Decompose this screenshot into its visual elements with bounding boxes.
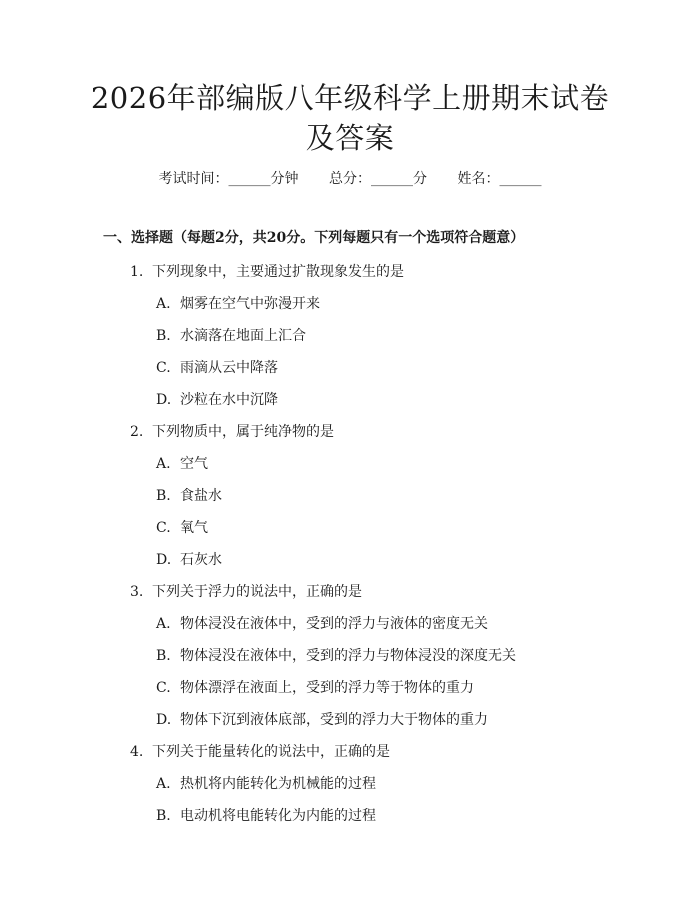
question-text: 下列现象中，主要通过扩散现象发生的是: [152, 264, 404, 280]
question-text: 下列物质中，属于纯净物的是: [152, 424, 334, 440]
option-text: 物体浸没在液体中，受到的浮力与物体浸没的深度无关: [180, 648, 516, 664]
question-list: [0, 262, 700, 838]
question-text: 下列关于浮力的说法中，正确的是: [152, 584, 362, 600]
option-c: [0, 518, 700, 550]
option-b: [0, 486, 700, 518]
option-letter: A.: [156, 296, 171, 312]
question-4: [0, 742, 700, 838]
option-text: 电动机将电能转化为内能的过程: [180, 808, 376, 824]
option-d: [0, 390, 700, 422]
exam-time-field: 考试时间：______分钟: [158, 171, 299, 187]
question-number: 1.: [130, 264, 144, 280]
question-3: [0, 582, 700, 742]
option-letter: C.: [156, 680, 171, 696]
option-text: 空气: [180, 456, 208, 472]
question-number: 2.: [130, 424, 144, 440]
option-letter: B.: [156, 648, 171, 664]
option-c: [0, 678, 700, 710]
option-text: 沙粒在水中沉降: [180, 392, 278, 408]
option-b: [0, 646, 700, 678]
option-text: 石灰水: [180, 552, 222, 568]
option-c: [0, 358, 700, 390]
page-title: 2026年部编版八年级科学上册期末试卷及答案: [90, 81, 610, 155]
option-letter: C.: [156, 520, 171, 536]
option-letter: A.: [156, 616, 171, 632]
option-d: [0, 710, 700, 742]
question-text: 下列关于能量转化的说法中，正确的是: [152, 744, 390, 760]
question-stem: [0, 742, 700, 774]
option-letter: C.: [156, 360, 171, 376]
student-name-field: 姓名：______: [457, 171, 542, 187]
option-text: 烟雾在空气中弥漫开来: [180, 296, 320, 312]
option-a: [0, 774, 700, 806]
option-letter: D.: [156, 392, 172, 408]
option-b: [0, 806, 700, 838]
section-heading-choice: 一、选择题（每题2分，共20分。下列每题只有一个选项符合题意）: [103, 230, 525, 246]
question-number: 4.: [130, 744, 144, 760]
question-2: [0, 422, 700, 582]
option-b: [0, 326, 700, 358]
option-letter: B.: [156, 328, 171, 344]
option-letter: A.: [156, 776, 171, 792]
option-letter: D.: [156, 552, 172, 568]
option-text: 物体下沉到液体底部，受到的浮力大于物体的重力: [180, 712, 488, 728]
total-score-field: 总分：______分: [329, 171, 427, 187]
option-letter: B.: [156, 488, 171, 504]
option-a: [0, 294, 700, 326]
question-stem: [0, 262, 700, 294]
option-text: 物体漂浮在液面上，受到的浮力等于物体的重力: [180, 680, 474, 696]
question-stem: [0, 582, 700, 614]
option-letter: B.: [156, 808, 171, 824]
option-d: [0, 550, 700, 582]
option-a: [0, 454, 700, 486]
option-a: [0, 614, 700, 646]
option-letter: D.: [156, 712, 172, 728]
option-text: 物体浸没在液体中，受到的浮力与液体的密度无关: [180, 616, 488, 632]
option-text: 水滴落在地面上汇合: [180, 328, 306, 344]
option-text: 食盐水: [180, 488, 222, 504]
option-text: 氧气: [180, 520, 208, 536]
question-number: 3.: [130, 584, 144, 600]
option-text: 雨滴从云中降落: [180, 360, 278, 376]
option-text: 热机将内能转化为机械能的过程: [180, 776, 376, 792]
option-letter: A.: [156, 456, 171, 472]
exam-info-line: [0, 169, 700, 189]
question-1: [0, 262, 700, 422]
question-stem: [0, 422, 700, 454]
